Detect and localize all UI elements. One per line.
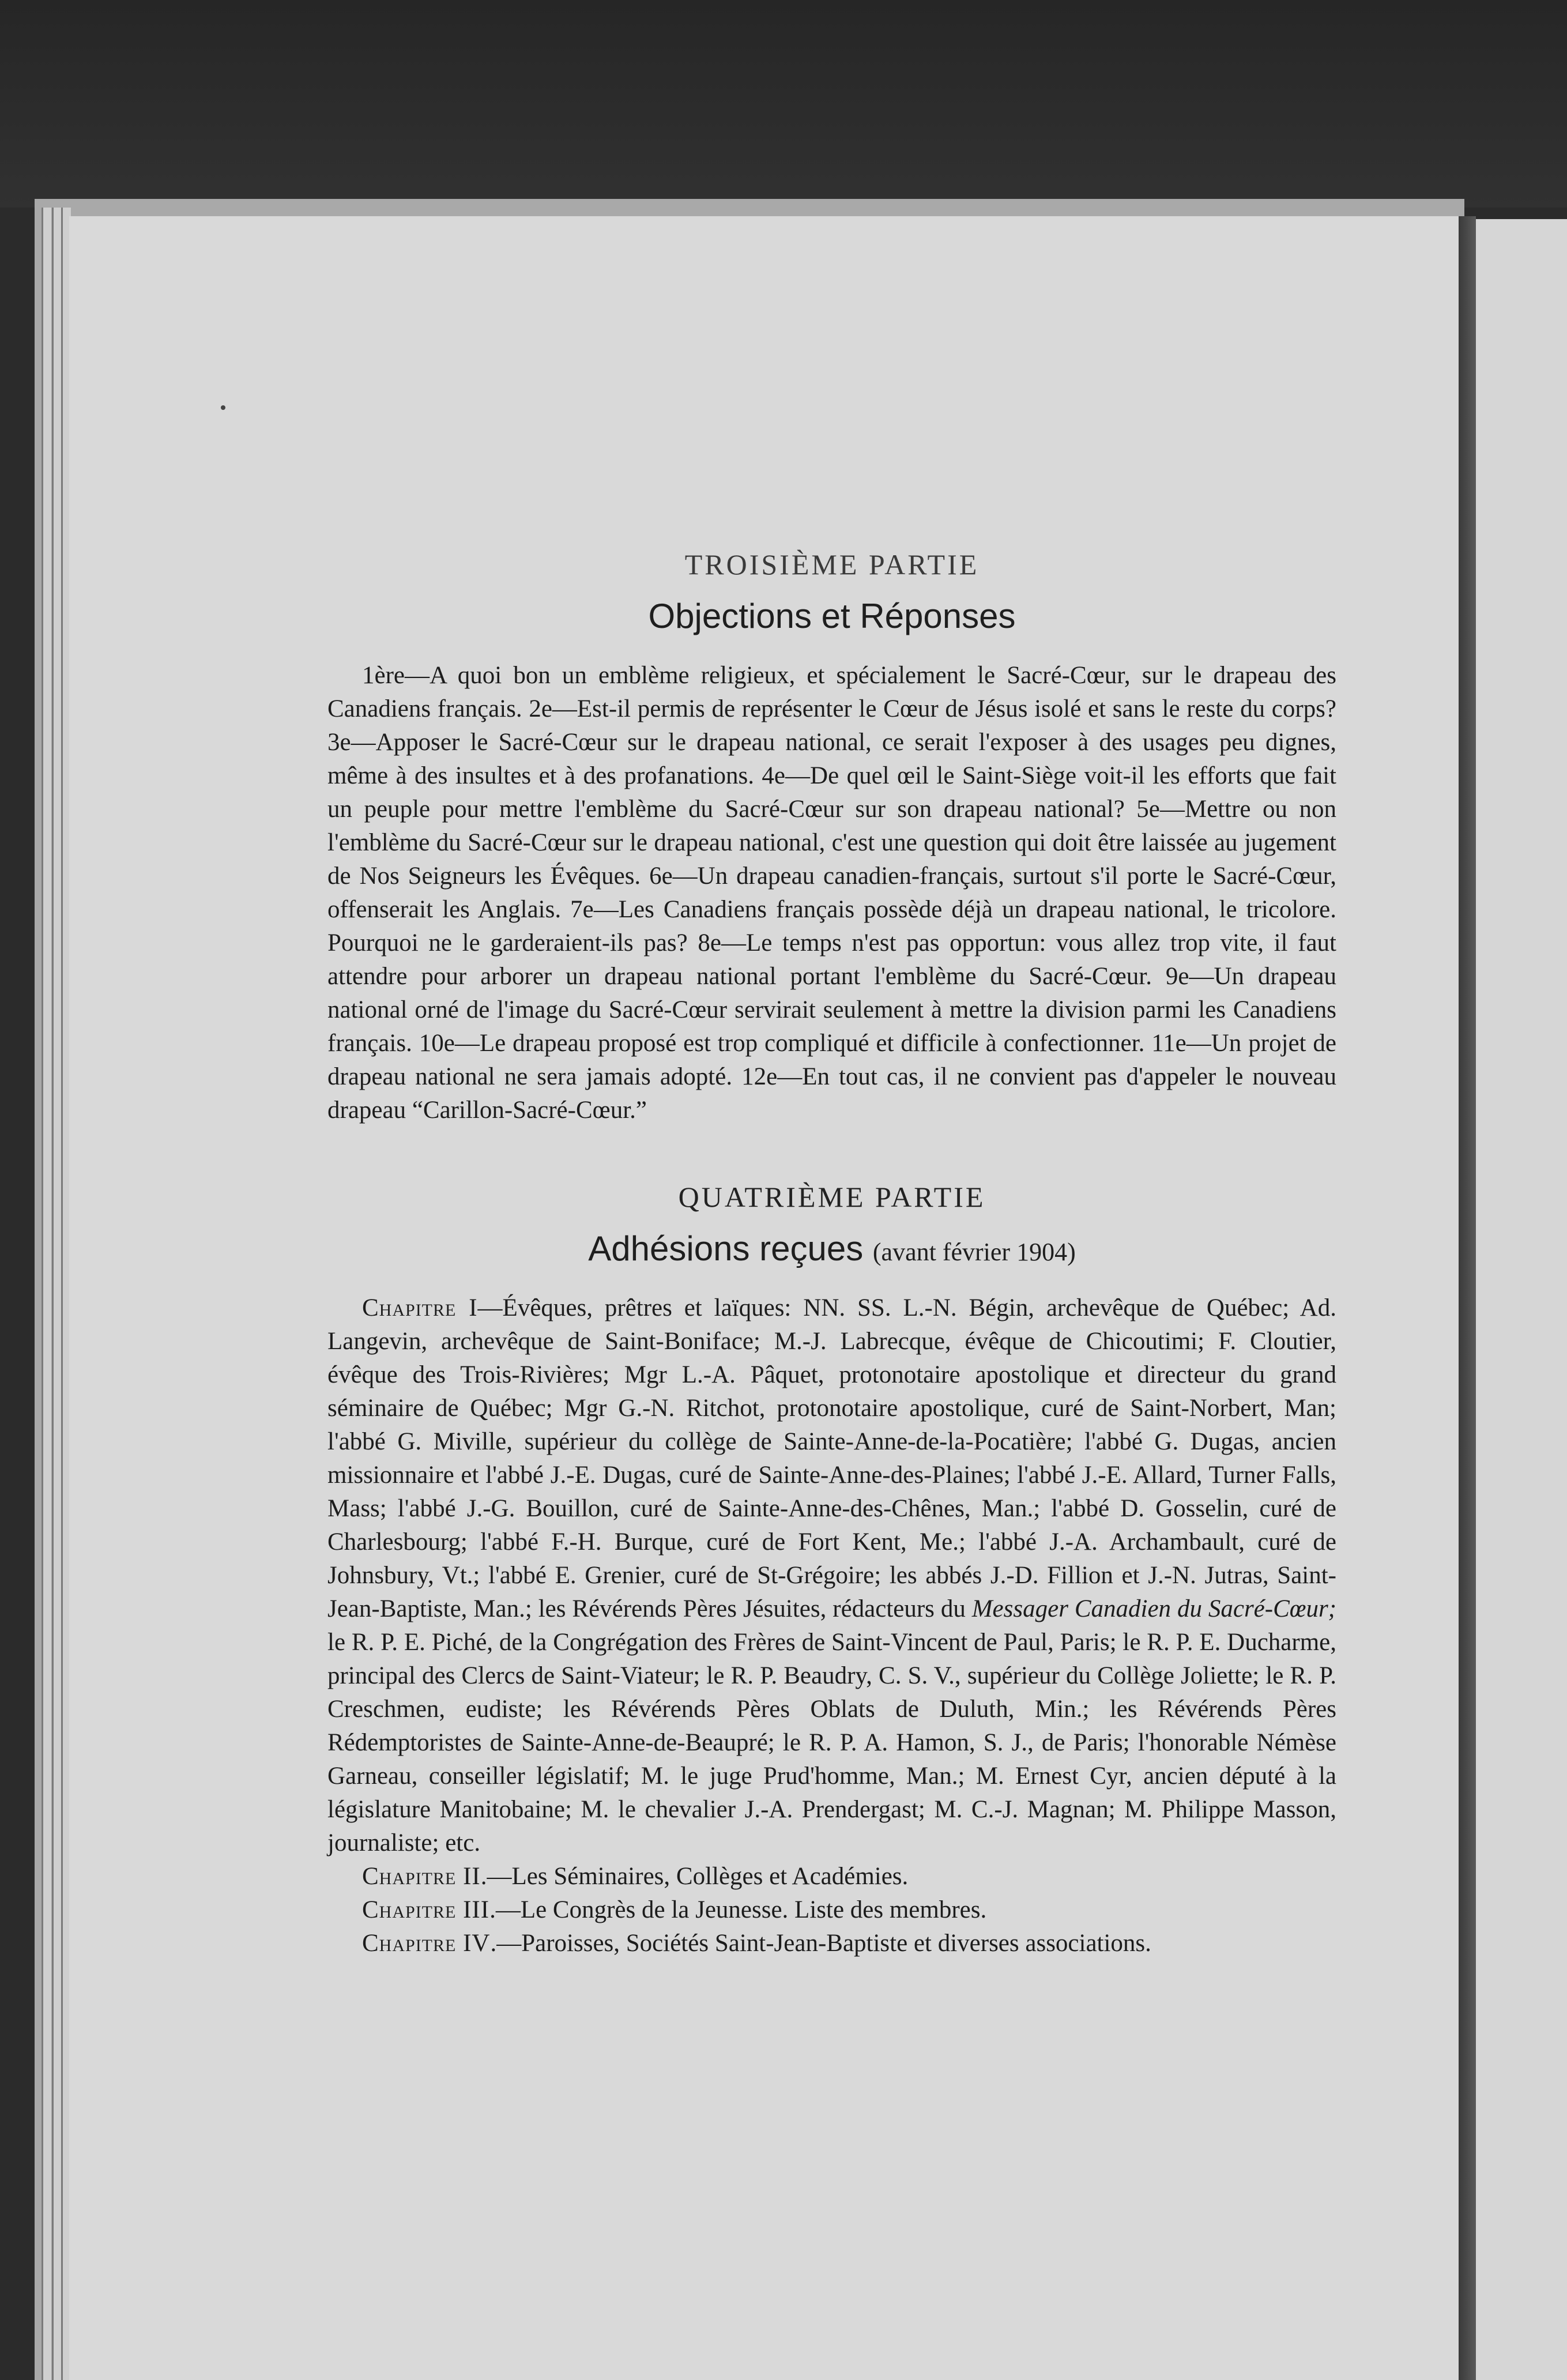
chapter-label: Chapitre III: [362, 1896, 490, 1923]
chapter-label: Chapitre I: [362, 1294, 478, 1321]
objections-heading: [327, 596, 1336, 636]
journal-title: Messager Canadien du Sacré-Cœur;: [971, 1595, 1336, 1622]
chapter-text: —Évêques, prêtres et laïques: NN. SS. L.-N. Bégin, archevêque de Québec; Ad. Langevin, archevêque de Saint-Boniface; M.-J. Labrecque, évêque de Chicoutimi; F. Cloutier, évêque des Trois-Rivières; Mgr L.-A. Pâquet, protonotaire apostolique et directeur du grand séminaire de Québec; Mgr G.-N. Ritchot, protonotaire apostolique, curé de Saint-Norbert, Man; l'abbé G. Miville, supérieur du collège de Sainte-Anne-de-la-Pocatière; l'abbé G. Dugas, ancien missionnaire et l'abbé J.-E. Dugas, curé de Sainte-Anne-des-Plaines; l'abbé J.-E. Allard, Turner Falls, Mass; l'abbé J.-G. Bouillon, curé de Sainte-Anne-des-Chênes, Man.; l'abbé D. Gosselin, curé de Charlesbourg; l'abbé F.-H. Burque, curé de Fort Kent, Me.; l'abbé J.-A. Archambault, curé de Johnsbury, Vt.; l'abbé E. Grenier, curé de St-Grégoire; les abbés J.-D. Fillion et J.-N. Jutras, Saint-Jean-Baptiste, Man.; les Révérends Pères Jésuites, rédacteurs du: [327, 1294, 1336, 1622]
page-edge: [52, 208, 62, 2380]
part-four-title: QUATRIÈME PARTIE: [678, 1181, 986, 1213]
chapter-text: .—Paroisses, Sociétés Saint-Jean-Baptiste et diverses associations.: [490, 1930, 1151, 1957]
chapter-four: [327, 1927, 1336, 1960]
objections-heading-text: Objections et Réponses: [648, 597, 1016, 635]
adhesions-heading: [327, 1229, 1336, 1268]
paper-speck: [221, 405, 225, 410]
adhesions-heading-text: Adhésions reçues: [588, 1229, 864, 1268]
chapter-two: [327, 1860, 1336, 1893]
objections-paragraph: 1ère—A quoi bon un emblème religieux, et spécialement le Sacré-Cœur, sur le drapeau des Canadiens français. 2e—Est-il permis de représenter le Cœur de Jésus isolé et sans le reste du corps? 3e—Apposer le Sacré-Cœur sur le drapeau national, ce serait l'exposer à des usages peu dignes, même à des insultes et à des profanations. 4e—De quel œil le Saint-Siège voit-il les efforts que fait un peuple pour mettre l'emblème du Sacré-Cœur sur son drapeau national? 5e—Mettre ou non l'emblème du Sacré-Cœur sur le drapeau national, c'est une question qui doit être laissée au jugement de Nos Seigneurs les Évêques. 6e—Un drapeau canadien-français, surtout s'il porte le Sacré-Cœur, offenserait les Anglais. 7e—Les Canadiens français possède déjà un drapeau national, le tricolore. Pourquoi ne le garderaient-ils pas? 8e—Le temps n'est pas opportun: vous allez trop vite, il faut attendre pour arborer un drapeau national portant l'emblème du Sacré-Cœur. 9e—Un drapeau national orné de l'image du Sacré-Cœur servirait seulement à mettre la division parmi les Canadiens français. 10e—Le drapeau proposé est trop compliqué et difficile à confectionner. 11e—Un projet de drapeau national ne sera jamais adopté. 12e—En tout cas, il ne convient pas d'appeler le nouveau drapeau “Carillon-Sacré-Cœur.”: [327, 662, 1336, 1124]
chapter-one: [327, 1291, 1336, 1860]
chapter-three: [327, 1893, 1336, 1927]
chapter-text-continued: le R. P. E. Piché, de la Congrégation des Frères de Saint-Vincent de Paul, Paris; le R. P. E. Ducharme, principal des Clercs de Saint-Viateur; le R. P. Beaudry, C. S. V., supérieur du Collège Joliette; le R. P. Creschmen, eudiste; les Révérends Pères Oblats de Duluth, Min.; les Révérends Pères Rédemptoristes de Sainte-Anne-de-Beaupré; le R. P. A. Hamon, S. J., de Paris; l'honorable Némèse Garneau, conseiller législatif; M. le juge Prud'homme, Man.; M. Ernest Cyr, ancien député à la législature Manitobaine; M. le chevalier J.-A. Prendergast; M. C.-J. Magnan; M. Philippe Masson, journaliste; etc.: [327, 1629, 1336, 1856]
chapter-text: .—Les Séminaires, Collèges et Académies.: [480, 1863, 909, 1890]
chapter-text: .—Le Congrès de la Jeunesse. Liste des membres.: [489, 1896, 987, 1923]
adjacent-page: [1476, 219, 1567, 2380]
adhesions-date-note: (avant février 1904): [872, 1238, 1076, 1266]
book-spine: [1459, 216, 1476, 2380]
chapter-label: Chapitre IV: [362, 1930, 491, 1957]
page-content: [327, 548, 1336, 1960]
chapter-label: Chapitre II: [362, 1863, 481, 1890]
scan-background: [0, 0, 1567, 208]
part-three-title: TROISIÈME PARTIE: [684, 548, 980, 581]
page-edge: [42, 208, 51, 2380]
